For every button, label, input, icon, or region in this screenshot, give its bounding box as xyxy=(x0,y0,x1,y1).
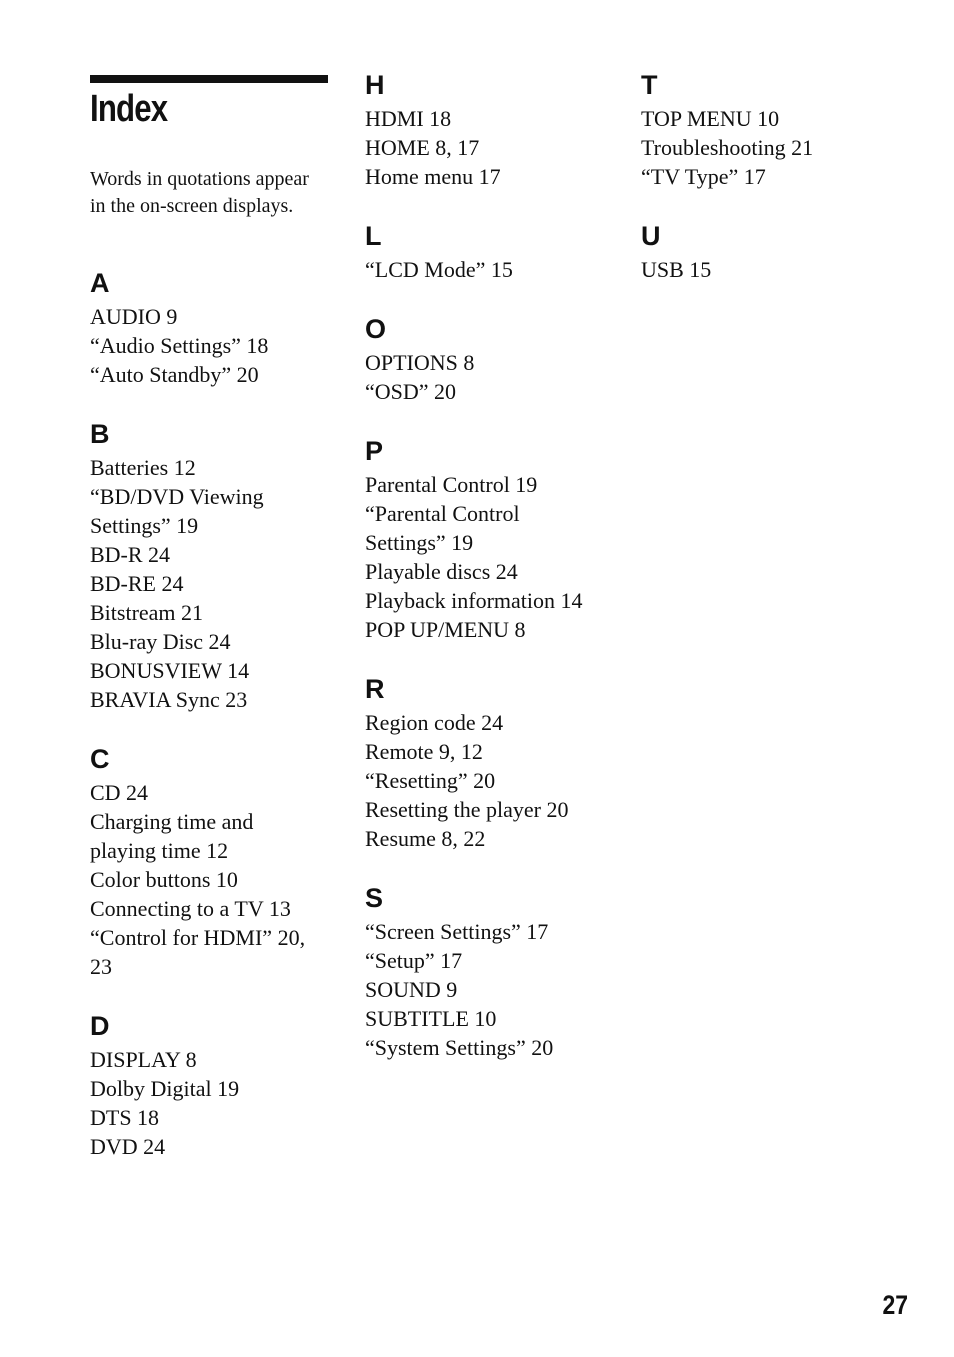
index-section-p xyxy=(365,432,625,644)
entry-list xyxy=(90,453,340,714)
section-letter: U xyxy=(641,221,661,251)
index-section-u xyxy=(641,217,901,284)
index-section-a xyxy=(90,264,340,389)
section-letter: H xyxy=(365,70,385,100)
entry-list xyxy=(365,255,625,284)
entry-list xyxy=(365,348,625,406)
index-entry: Charging time and xyxy=(90,809,254,834)
index-section-t xyxy=(641,66,901,191)
index-entry: “Screen Settings” 17 xyxy=(365,919,549,944)
index-entry: POP UP/MENU 8 xyxy=(365,617,526,642)
index-entry: SOUND 9 xyxy=(365,977,458,1002)
index-section-s xyxy=(365,879,625,1062)
index-entry: Connecting to a TV 13 xyxy=(90,896,291,921)
section-letter: R xyxy=(365,674,385,704)
title-rule xyxy=(90,75,328,83)
section-letter: B xyxy=(90,419,110,449)
section-letter: T xyxy=(641,70,658,100)
index-entry: USB 15 xyxy=(641,257,712,282)
index-section-r xyxy=(365,670,625,853)
index-entry: Troubleshooting 21 xyxy=(641,135,814,160)
section-letter: C xyxy=(90,744,110,774)
index-section-c xyxy=(90,740,340,981)
index-entry: “BD/DVD Viewing xyxy=(90,484,264,509)
index-section-b xyxy=(90,415,340,714)
section-letter: O xyxy=(365,314,387,344)
index-entry: Dolby Digital 19 xyxy=(90,1076,240,1101)
index-column-1 xyxy=(90,264,340,1187)
index-entry: BRAVIA Sync 23 xyxy=(90,687,248,712)
index-section-l xyxy=(365,217,625,284)
page-title: Index xyxy=(90,88,168,130)
index-entry: OPTIONS 8 xyxy=(365,350,475,375)
index-entry: Resetting the player 20 xyxy=(365,797,569,822)
entry-list xyxy=(365,708,625,853)
intro-text: Words in quotations appear in the on-screen displays. xyxy=(90,168,309,217)
index-entry: “Audio Settings” 18 xyxy=(90,333,269,358)
entry-list xyxy=(365,470,625,644)
index-entry: HDMI 18 xyxy=(365,106,452,131)
index-entry: SUBTITLE 10 xyxy=(365,1006,497,1031)
index-entry: Settings” 19 xyxy=(365,530,474,555)
index-entry: DTS 18 xyxy=(90,1105,160,1130)
section-letter: D xyxy=(90,1011,110,1041)
index-entry: Settings” 19 xyxy=(90,513,199,538)
page-number: 27 xyxy=(882,1290,908,1320)
index-entry: “Parental Control xyxy=(365,501,520,526)
index-entry: “System Settings” 20 xyxy=(365,1035,554,1060)
index-entry: “Setup” 17 xyxy=(365,948,463,973)
section-letter: A xyxy=(90,268,110,298)
index-entry: CD 24 xyxy=(90,780,149,805)
entry-list xyxy=(641,255,901,284)
index-entry: “Control for HDMI” 20, xyxy=(90,925,306,950)
index-entry: Playback information 14 xyxy=(365,588,583,613)
entry-list xyxy=(90,1045,340,1161)
index-entry: BD-RE 24 xyxy=(90,571,184,596)
index-entry: HOME 8, 17 xyxy=(365,135,480,160)
index-entry: DVD 24 xyxy=(90,1134,166,1159)
index-entry: BONUSVIEW 14 xyxy=(90,658,250,683)
index-entry: “LCD Mode” 15 xyxy=(365,257,513,282)
entry-list xyxy=(90,302,340,389)
index-section-h xyxy=(365,66,625,191)
entry-list xyxy=(365,104,625,191)
index-entry: Region code 24 xyxy=(365,710,504,735)
index-entry: Blu-ray Disc 24 xyxy=(90,629,231,654)
index-entry: DISPLAY 8 xyxy=(90,1047,197,1072)
index-entry: Remote 9, 12 xyxy=(365,739,483,764)
index-entry: Color buttons 10 xyxy=(90,867,238,892)
index-entry: 23 xyxy=(90,954,112,979)
index-entry: “OSD” 20 xyxy=(365,379,457,404)
index-entry: Home menu 17 xyxy=(365,164,501,189)
index-entry: Parental Control 19 xyxy=(365,472,538,497)
section-letter: P xyxy=(365,436,384,466)
entry-list xyxy=(641,104,901,191)
entry-list xyxy=(365,917,625,1062)
index-entry: playing time 12 xyxy=(90,838,229,863)
index-entry: “Auto Standby” 20 xyxy=(90,362,259,387)
section-letter: S xyxy=(365,883,384,913)
index-column-3 xyxy=(641,66,901,310)
index-entry: Batteries 12 xyxy=(90,455,196,480)
section-letter: L xyxy=(365,221,382,251)
entry-list xyxy=(90,778,340,981)
index-entry: “Resetting” 20 xyxy=(365,768,496,793)
index-entry: “TV Type” 17 xyxy=(641,164,766,189)
index-section-o xyxy=(365,310,625,406)
index-entry: Resume 8, 22 xyxy=(365,826,486,851)
index-entry: TOP MENU 10 xyxy=(641,106,780,131)
index-entry: BD-R 24 xyxy=(90,542,171,567)
index-entry: Bitstream 21 xyxy=(90,600,204,625)
index-entry: AUDIO 9 xyxy=(90,304,178,329)
index-entry: Playable discs 24 xyxy=(365,559,518,584)
index-section-d xyxy=(90,1007,340,1161)
index-column-2 xyxy=(365,66,625,1088)
